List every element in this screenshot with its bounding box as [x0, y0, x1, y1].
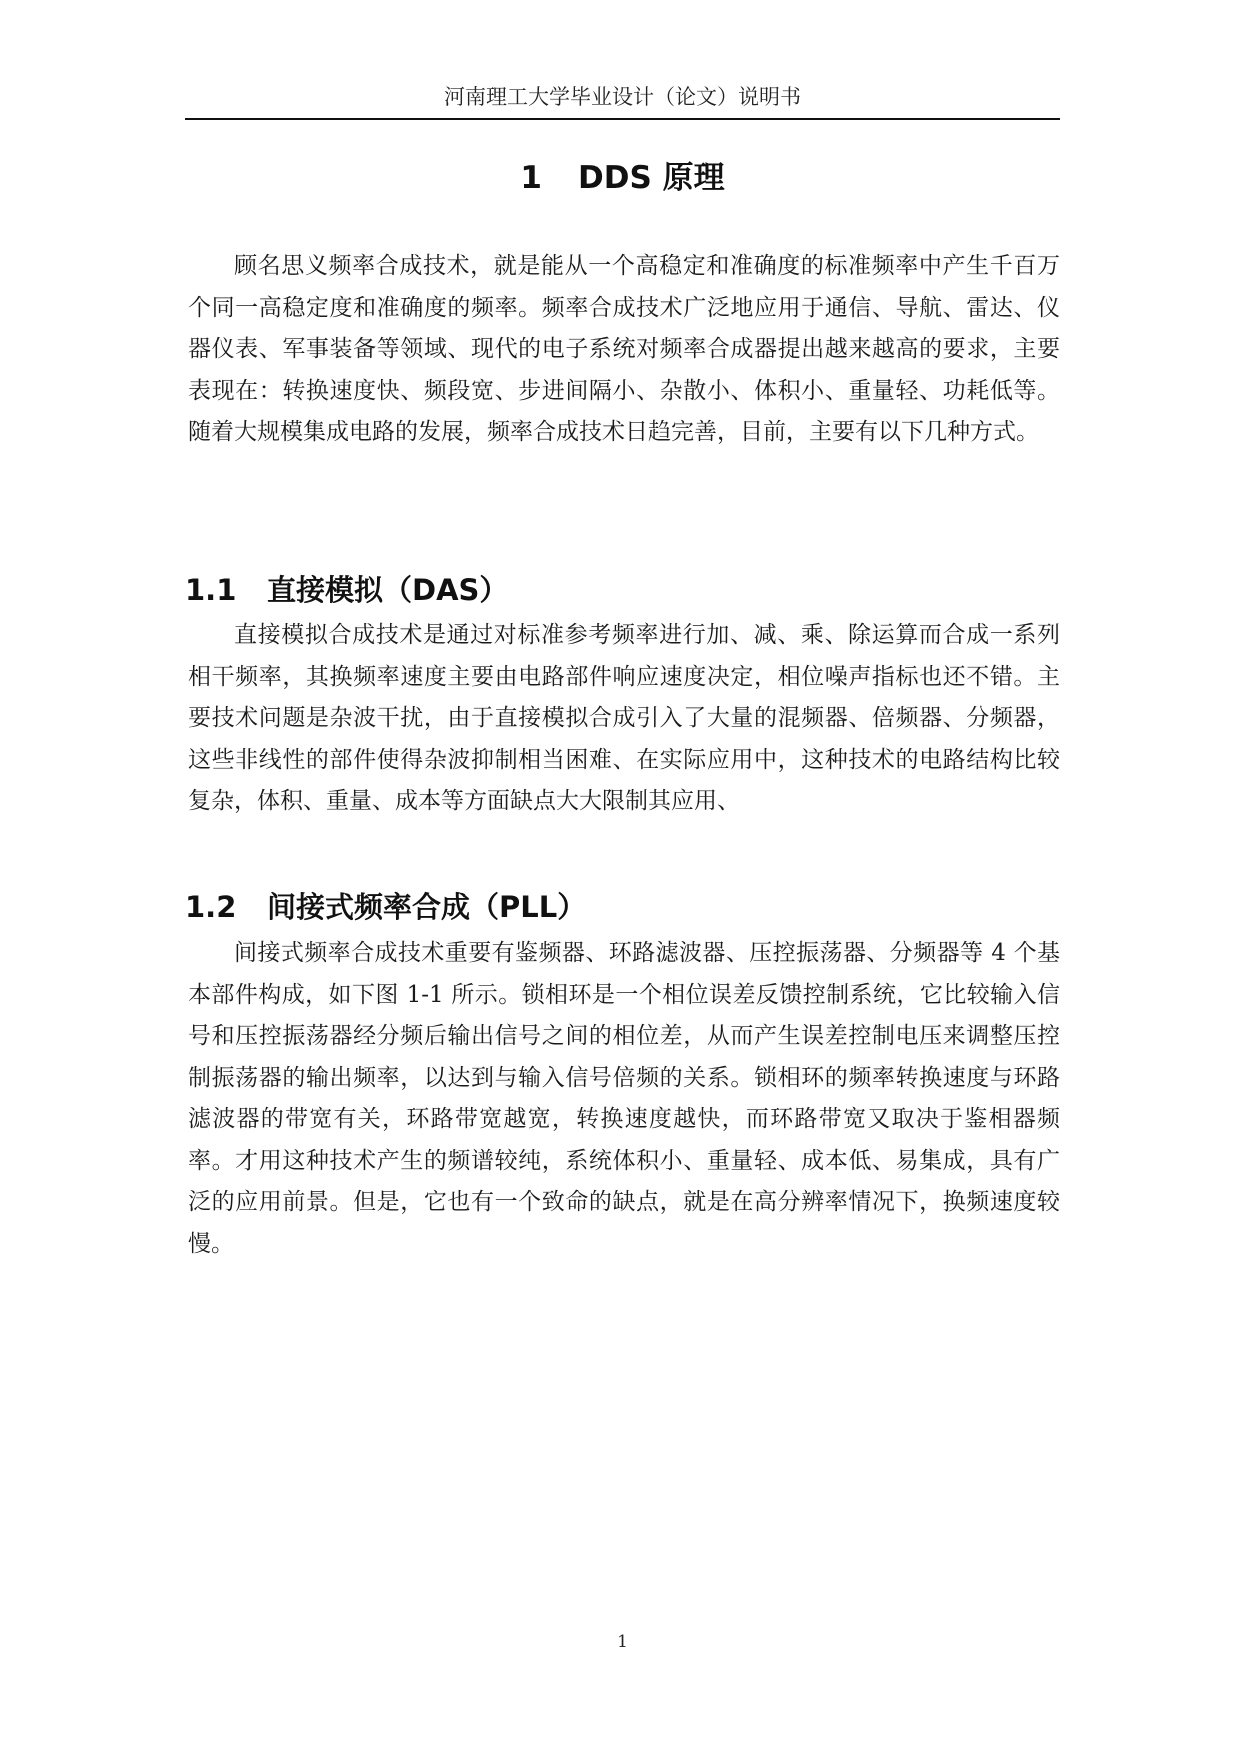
chapter-title — [185, 150, 1060, 206]
section-number: 1.2 — [185, 890, 237, 924]
section-heading-1-2 — [185, 883, 1060, 931]
section-title-text: 直接模拟（DAS） — [267, 573, 509, 607]
section-1-1-paragraph: 直接模拟合成技术是通过对标准参考频率进行加、减、乘、除运算而合成一系列相干频率，其换频率速度主要由电路部件响应速度决定，相位噪声指标也还不错。主要技术问题是杂波干扰，由于直接模拟合成引入了大量的混频器、倍频器、分频器，这些非线性的部件使得杂波抑制相当困难、在实际应用中，这种技术的电路结构比较复杂，体积、重量、成本等方面缺点大大限制其应用、 — [188, 622, 1060, 814]
section-number: 1.1 — [185, 573, 237, 607]
chapter-title-text: DDS 原理 — [577, 160, 725, 196]
header-text: 河南理工大学毕业设计（论文）说明书 — [444, 85, 801, 109]
section-title-text: 间接式频率合成（PLL） — [267, 890, 587, 924]
intro-paragraph: 顾名思义频率合成技术，就是能从一个高稳定和准确度的标准频率中产生千百万个同一高稳定度和准确度的频率。频率合成技术广泛地应用于通信、导航、雷达、仪器仪表、军事装备等领域、现代的电子系统对频率合成器提出越来越高的要求，主要表现在：转换速度快、频段宽、步进间隔小、杂散小、体积小、重量轻、功耗低等。随着大规模集成电路的发展，频率合成技术日趋完善，目前，主要有以下几种方式。 — [188, 253, 1060, 445]
page-header — [185, 82, 1060, 120]
section-heading-1-1 — [185, 566, 1060, 614]
page-number: 1 — [617, 1632, 628, 1652]
section-1-2-paragraph: 间接式频率合成技术重要有鉴频器、环路滤波器、压控振荡器、分频器等 4 个基本部件构成，如下图 1-1 所示。锁相环是一个相位误差反馈控制系统，它比较输入信号和压控振荡器经分频后输出信号之间的相位差，从而产生误差控制电压来调整压控制振荡器的输出频率，以达到与输入信号倍频的关系。锁相环的频率转换速度与环路滤波器的带宽有关，环路带宽越宽，转换速度越快，而环路带宽又取决于鉴相器频率。才用这种技术产生的频谱较纯，系统体积小、重量轻、成本低、易集成，具有广泛的应用前景。但是，它也有一个致命的缺点，就是在高分辨率情况下，换频速度较慢。 — [188, 940, 1060, 1257]
chapter-number: 1 — [520, 160, 542, 196]
